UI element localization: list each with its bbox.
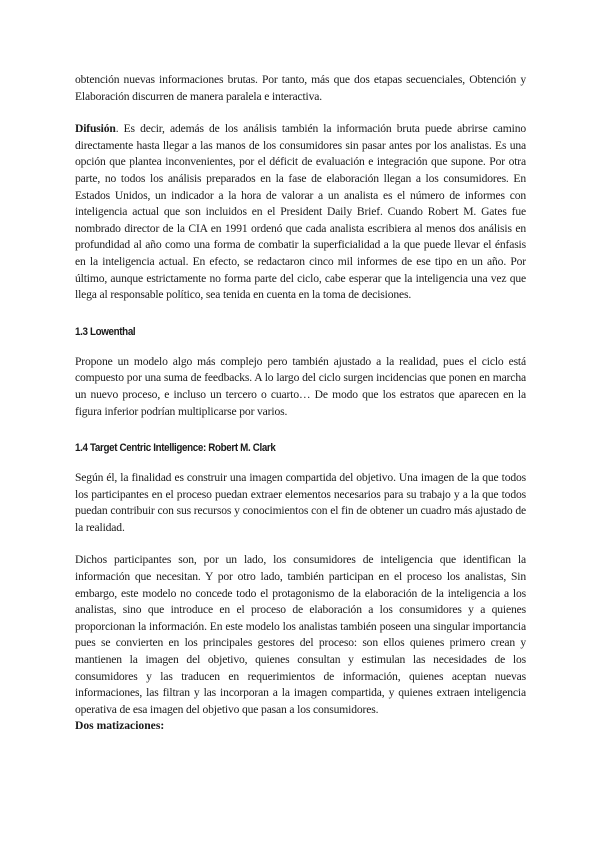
paragraph-difusion-body: . Es decir, además de los análisis también la información bruta puede abrirse camino directamente hasta llegar a las manos de los consumidores sin pasar antes por los analistas. Es una opción que plantea inconvenientes, por el déficit de evaluación e integración que supone. Por otra parte, no todos los análisis preparados en la fase de elaboración llegan a los consumidores. En Estados Unidos, un indicador a la hora de valorar a un analista es el número de informes con inteligencia actual que son incluidos en el President Daily Brief. Cuando Robert M. Gates fue nombrado director de la CIA en 1991 ordenó que cada analista escribiera al menos dos análisis en profundidad al año como una forma de combatir la superficialidad a la que puede llevar el énfasis en la inteligencia actual. En efecto, se redactaron cinco mil informes de ese tipo en un año. Por último, aunque estrictamente no forma parte del ciclo, cabe esperar que la inteligencia una vez que llega al responsable político, sea tenida en cuenta en la toma de decisiones. — [75, 122, 526, 302]
document-page — [75, 72, 526, 735]
subheading-matizaciones: Dos matizaciones: — [75, 719, 165, 733]
paragraph-lowenthal: Propone un modelo algo más complejo pero también ajustado a la realidad, pues el ciclo está compuesto por una suma de feedbacks. A lo largo del ciclo surgen incidencias que ponen en marcha un nuevo proceso, e incluso un tercero o cuarto… De modo que los estratos que aparecen en la figura inferior podrían multiplicarse por varios. — [75, 354, 526, 418]
section-heading-target-centric: 1.4 Target Centric Intelligence: Robert M. Clark — [75, 442, 276, 455]
paragraph-participantes: Dichos participantes son, por un lado, los consumidores de inteligencia que identifican la información que necesitan. Y por otro lado, también participan en el proceso los analistas, Sin embargo, este modelo no concede todo el protagonismo de la elaboración de la inteligencia a los analistas, sino que introduce en el proceso de elaboración a los consumidores y a quienes proporcionan la información. En este modelo los analistas también poseen una singular importancia pues se convierten en los principales gestores del proceso: son ellos quienes primero crean y mantienen la imagen del objetivo, quienes consultan y estimulan las necesidades de los consumidores y las traducen en requerimientos de información, quienes aceptan nuevas informaciones, las filtran y las incorporan a la imagen compartida, y quienes extraen inteligencia operativa de esa imagen del objetivo que pasan a los consumidores. — [75, 553, 526, 716]
paragraph-lead-difusion: Difusión — [75, 122, 116, 136]
paragraph-difusion — [75, 121, 526, 304]
paragraph-target-centric: Según él, la finalidad es construir una imagen compartida del objetivo. Una imagen de la que todos los participantes en el proceso puedan extraer elementos necesarios para su trabajo y a la que todos puedan contribuir con sus recursos y conocimientos con el fin de obtener un cuadro más ajustado de la realidad. — [75, 471, 526, 534]
paragraph-intro: obtención nuevas informaciones brutas. Por tanto, más que dos etapas secuenciales, Obtención y Elaboración discurren de manera paralela e interactiva. — [75, 73, 526, 103]
section-heading-lowenthal: 1.3 Lowenthal — [75, 325, 136, 338]
